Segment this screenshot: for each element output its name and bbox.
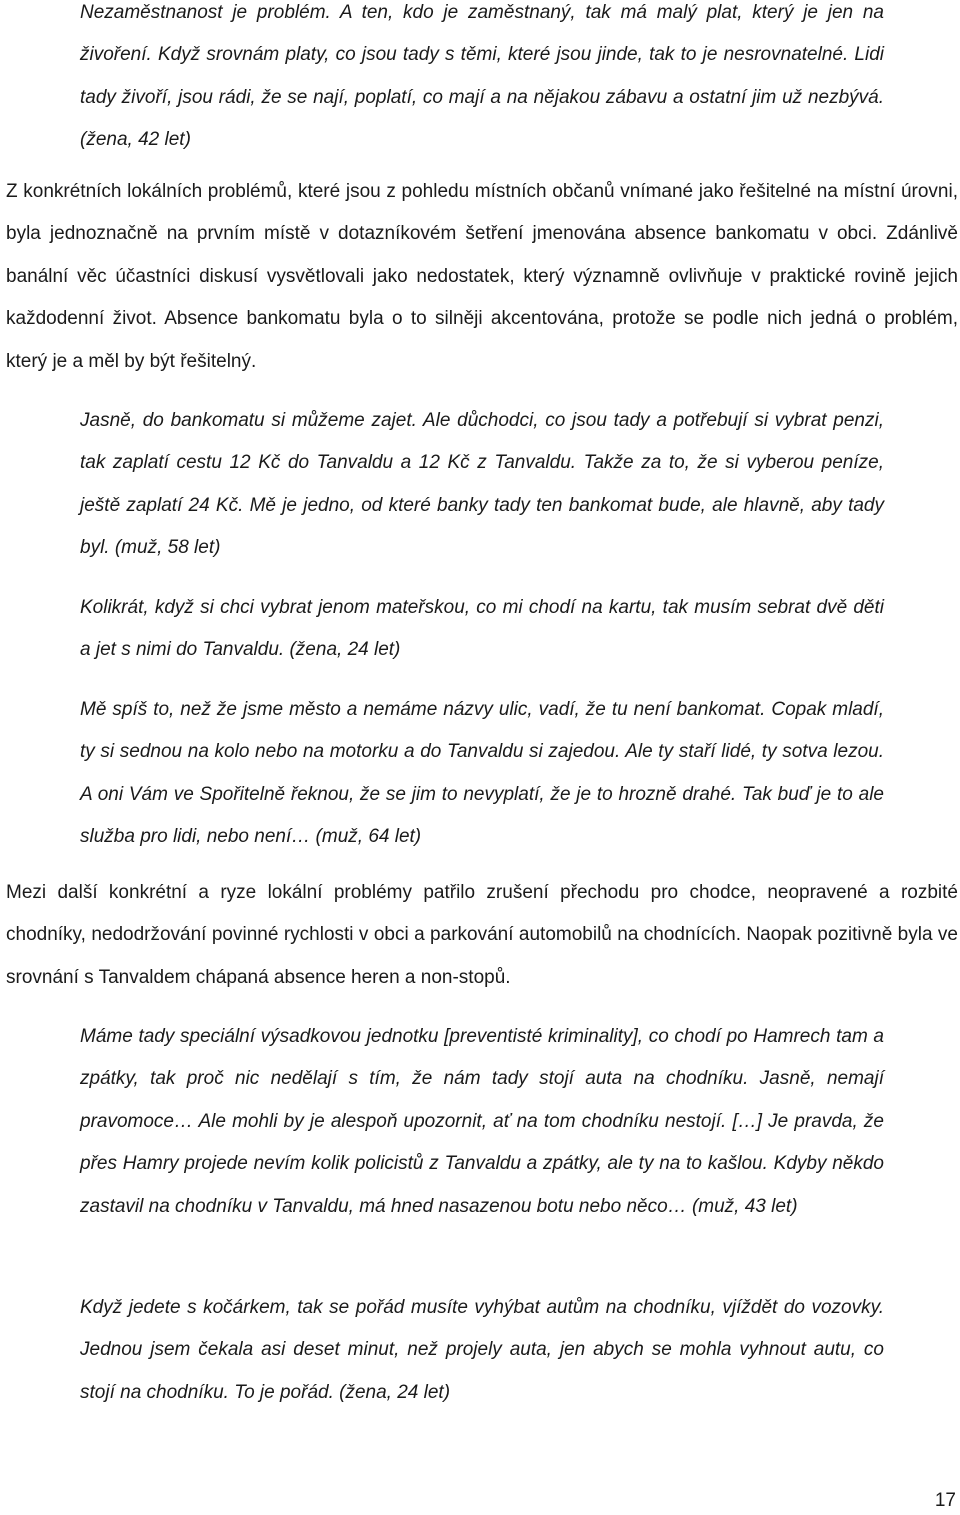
quote-text: Mě spíš to, než že jsme město a nemáme názvy ulic, vadí, že tu není bankomat. Copak mladí, ty si sednou na kolo nebo na motorku a do Tanvaldu si zajedou. Ale ty staří lidé, ty sotva lezou. A oni Vám ve Spořitelně řeknou, že se jim to nevyplatí, že je to hrozně drahé. Tak buď je to ale služba pro lidi, nebo není… (80, 699, 884, 848)
quote-attribution: (žena, 24 let) (289, 639, 401, 661)
quote-attribution: (muž, 58 let) (114, 537, 221, 559)
body-paragraph-atm-problem (6, 171, 958, 383)
quote-attribution: (muž, 64 let) (315, 826, 422, 848)
quote-atm-pensioners (80, 400, 884, 570)
quote-stroller-cars (80, 1287, 884, 1414)
quote-text: Jasně, do bankomatu si můžeme zajet. Ale důchodci, co jsou tady a potřebují si vybrat penzi, tak zaplatí cestu 12 Kč do Tanvaldu a 12 Kč z Tanvaldu. Takže za to, že si vyberou peníze, ještě zaplatí 24 Kč. Mě je jedno, od které banky tady ten bankomat bude, ale hlavně, aby tady byl. (80, 410, 884, 559)
page-number: 17 (934, 1490, 956, 1511)
quote-attribution: (muž, 43 let) (691, 1195, 798, 1217)
body-text: Mezi další konkrétní a ryze lokální problémy patřilo zrušení přechodu pro chodce, neopravené a rozbité chodníky, nedodržování povinné rychlosti v obci a parkování automobilů na chodnících. Naopak pozitivně byla ve srovnání s Tanvaldem chápaná absence heren a non-stopů. (6, 882, 958, 988)
quote-maternity-card (80, 587, 884, 672)
quote-text: Nezaměstnanost je problém. A ten, kdo je zaměstnaný, tak má malý plat, který je jen na živoření. Když srovnám platy, co jsou tady s těmi, které jsou jinde, tak to je nesrovnatelné. Lidi tady živoří, jsou rádi, že se nají, poplatí, co mají a na nějakou zábavu a ostatní jim už nezbývá. (80, 2, 884, 108)
quote-text: Kolikrát, když si chci vybrat jenom mateřskou, co mi chodí na kartu, tak musím sebrat dvě děti a jet s nimi do Tanvaldu. (80, 597, 884, 661)
body-paragraph-local-problems (6, 872, 958, 999)
body-text: Z konkrétních lokálních problémů, které jsou z pohledu místních občanů vnímané jako řešitelné na místní úrovni, byla jednoznačně na prvním místě v dotazníkovém šetření jmenována absence bankomatu v obci. Zdánlivě banální věc účastníci diskusí vysvětlovali jako nedostatek, který významně ovlivňuje v praktické rovině jejich každodenní život. Absence bankomatu byla o to silněji akcentována, protože se podle nich jedná o problém, který je a měl by být řešitelný. (6, 181, 958, 372)
quote-no-atm-elderly (80, 689, 884, 859)
quote-attribution: (žena, 24 let) (339, 1381, 451, 1403)
quote-text: Máme tady speciální výsadkovou jednotku [preventisté kriminality], co chodí po Hamrech tam a zpátky, tak proč nic nedělají s tím, že nám tady stojí auta na chodníku. Jasně, nemají pravomoce… Ale mohli by je alespoň upozornit, ať na tom chodníku nestojí. […] Je pravda, že přes Hamry projede nevím kolik policistů z Tanvaldu a zpátky, ale ty na to kašlou. Kdyby někdo zastavil na chodníku v Tanvaldu, má hned nasazenou botu nebo něco… (80, 1026, 884, 1217)
quote-parking-police (80, 1016, 884, 1228)
quote-attribution: (žena, 42 let) (80, 129, 191, 151)
quote-unemployment (80, 0, 884, 162)
quote-text: Když jedete s kočárkem, tak se pořád musíte vyhýbat autům na chodníku, vjíždět do vozovky. Jednou jsem čekala asi deset minut, než projely auta, jen abych se mohla vyhnout autu, co stojí na chodníku. To je pořád. (80, 1297, 884, 1403)
